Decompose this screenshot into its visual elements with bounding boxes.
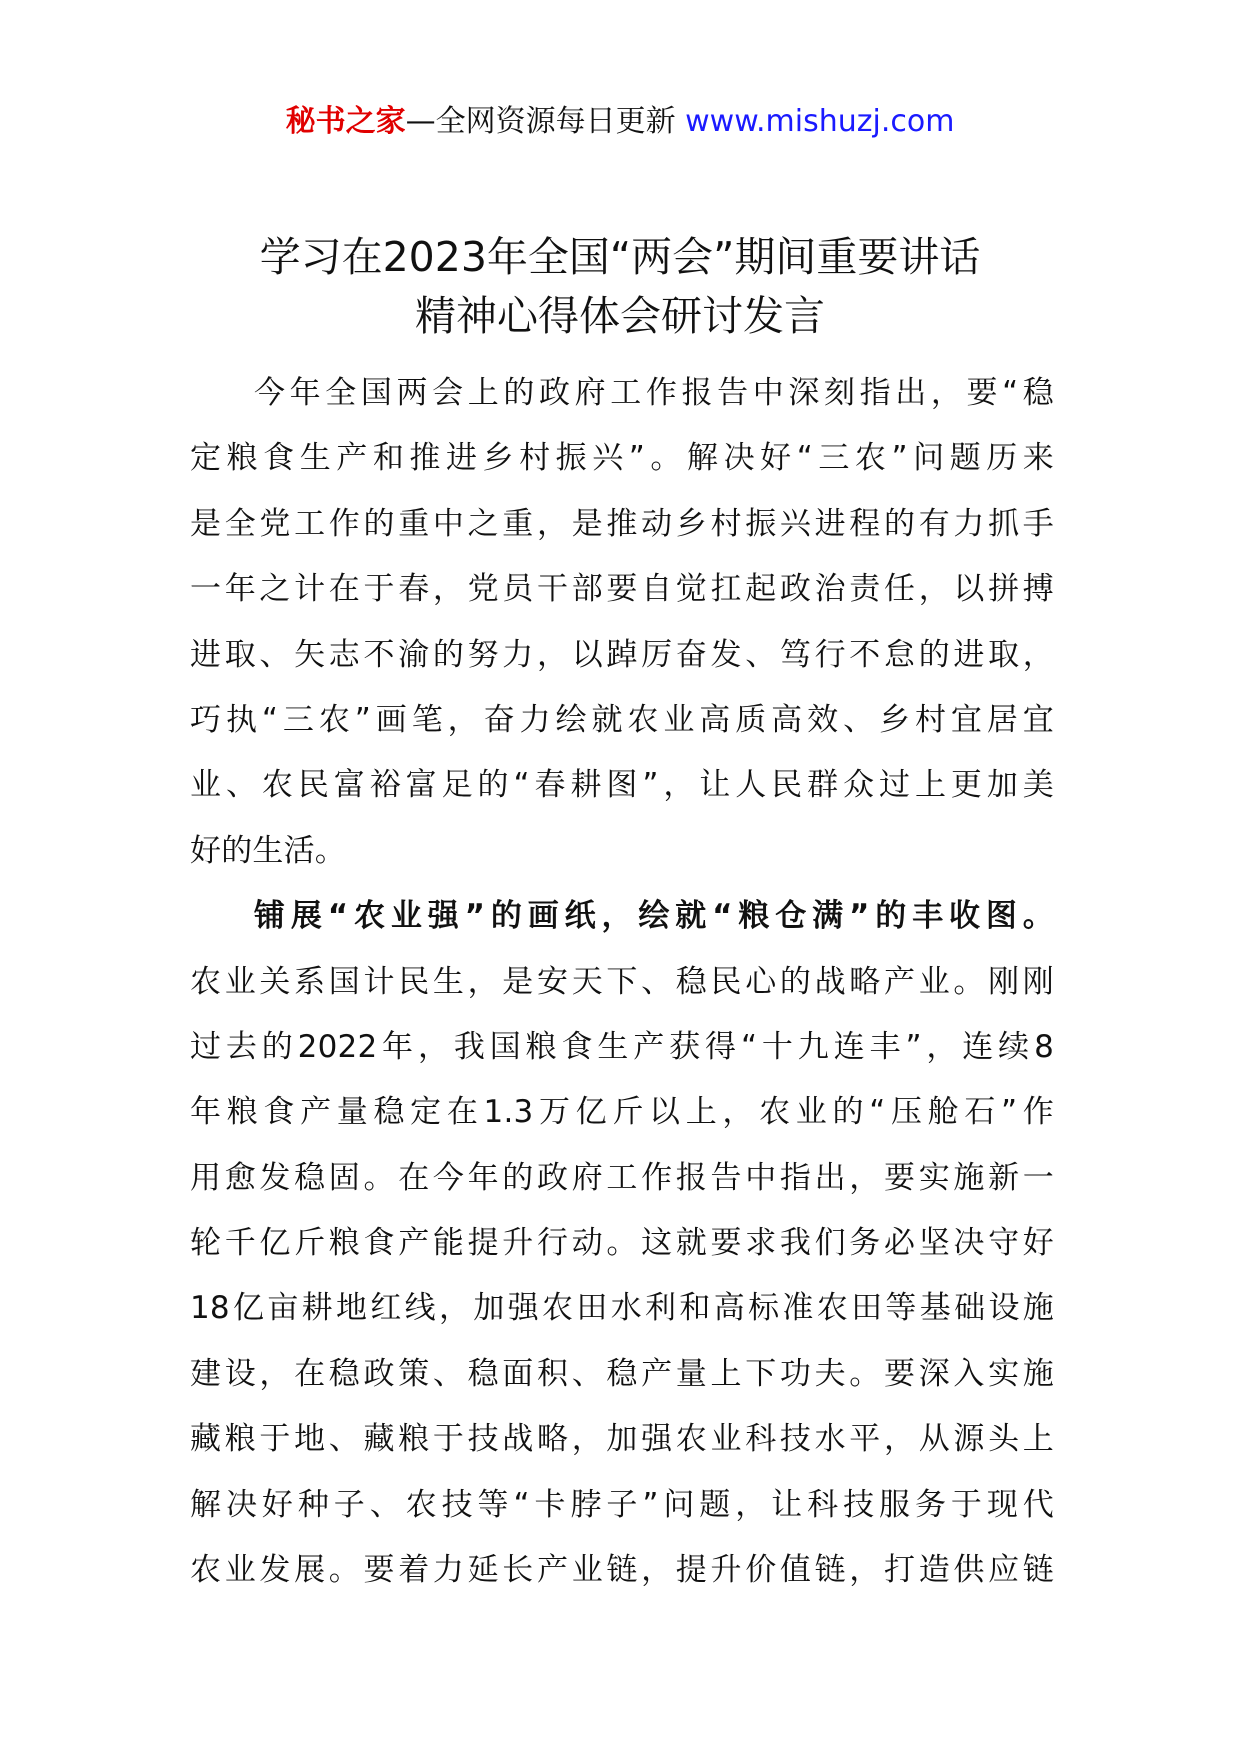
document-body: [190, 361, 1054, 1603]
page-header: [0, 102, 1240, 142]
paragraph-line: 好的生活。: [190, 832, 346, 869]
header-tagline: —全网资源每日更新: [405, 104, 686, 139]
website-link[interactable]: www.mishuzj.com: [685, 104, 955, 139]
document-title: [150, 228, 1090, 346]
paragraph-line: 农业发展。要着力延长产业链，提升价值链，打造供应链: [190, 1552, 1054, 1589]
title-line-1: 学习在2023年全国“两会”期间重要讲话: [259, 233, 981, 281]
paragraph-line: 定粮食生产和推进乡村振兴”。解决好“三农”问题历来: [190, 440, 1054, 477]
paragraph-line: 巧执“三农”画笔，奋力绘就农业高质高效、乡村宜居宜: [190, 701, 1054, 738]
paragraph-line: 建设，在稳政策、稳面积、稳产量上下功夫。要深入实施: [190, 1355, 1054, 1392]
paragraph-line: 轮千亿斤粮食产能提升行动。这就要求我们务必坚决守好: [190, 1225, 1054, 1262]
paragraph-line: 农业关系国计民生，是安天下、稳民心的战略产业。刚刚: [190, 963, 1054, 1000]
paragraph-line: 一年之计在于春，党员干部要自觉扛起政治责任，以拼搏: [190, 571, 1054, 608]
paragraph-line: 业、农民富裕富足的“春耕图”，让人民群众过上更加美: [190, 767, 1054, 804]
paragraph-line: 18亿亩耕地红线，加强农田水利和高标准农田等基础设施: [190, 1290, 1054, 1327]
paragraph-line: 用愈发稳固。在今年的政府工作报告中指出，要实施新一: [190, 1159, 1054, 1196]
paragraph-line: 进取、矢志不渝的努力，以踔厉奋发、笃行不怠的进取，: [190, 636, 1054, 673]
paragraph-line: 解决好种子、农技等“卡脖子”问题，让科技服务于现代: [190, 1486, 1054, 1523]
brand-name: 秘书之家: [285, 104, 406, 139]
paragraph-1: [190, 361, 1054, 884]
paragraph-2: [190, 884, 1054, 1603]
paragraph-line: 今年全国两会上的政府工作报告中深刻指出，要“稳: [254, 375, 1054, 411]
title-line-2: 精神心得体会研讨发言: [415, 292, 825, 340]
paragraph-line: 年粮食产量稳定在1.3万亿斤以上，农业的“压舱石”作: [190, 1094, 1054, 1131]
paragraph-line: 藏粮于地、藏粮于技战略，加强农业科技水平，从源头上: [190, 1421, 1054, 1458]
section-heading: 铺展“农业强”的画纸，绘就“粮仓满”的丰收图。: [254, 898, 1054, 935]
paragraph-line: 是全党工作的重中之重，是推动乡村振兴进程的有力抓手: [190, 505, 1054, 542]
paragraph-line: 过去的2022年，我国粮食生产获得“十九连丰”，连续8: [190, 1028, 1054, 1065]
